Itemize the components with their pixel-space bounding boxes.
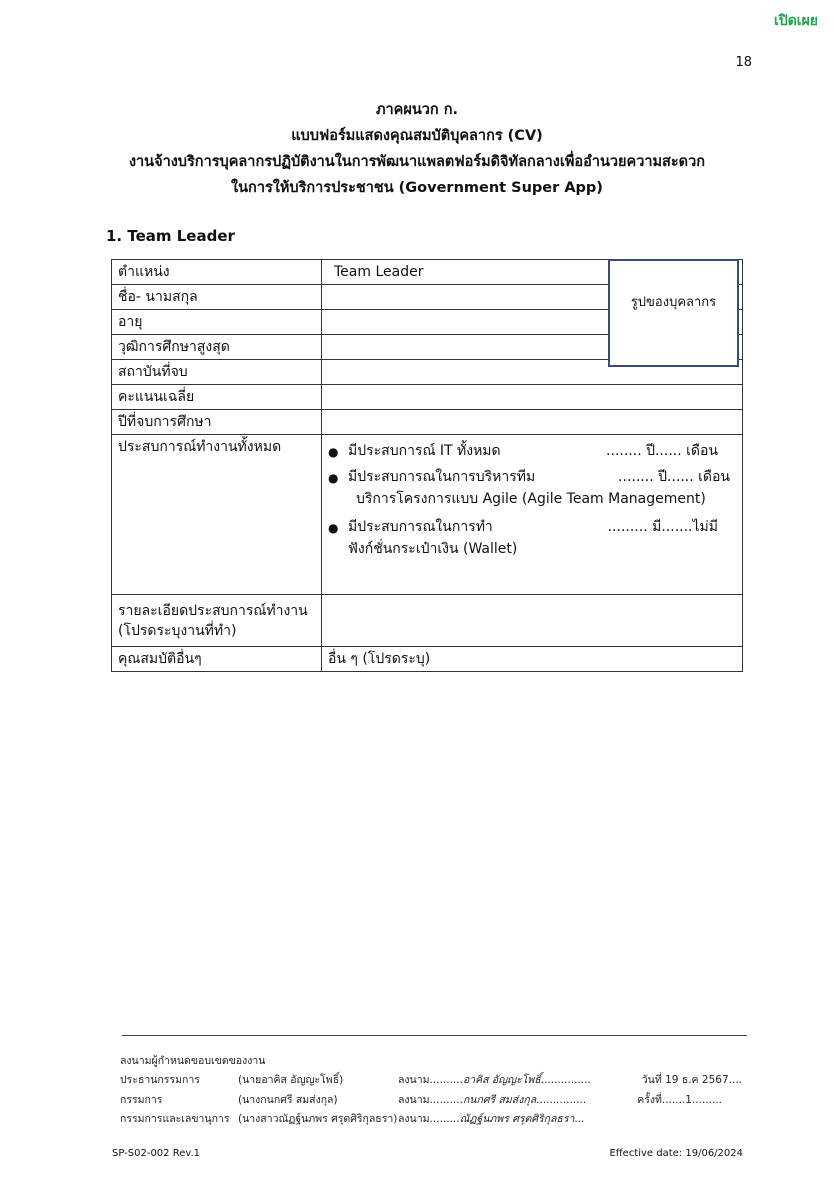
field-value bbox=[322, 410, 743, 435]
bullet-icon: ● bbox=[328, 471, 339, 485]
signature-date: วันที่ 19 ธ.ค 2567.... bbox=[641, 1074, 742, 1086]
table-row bbox=[112, 410, 743, 435]
experience-continuation: บริการโครงการแบบ Agile (Agile Team Management) bbox=[356, 491, 706, 507]
field-label: ประสบการณ์ทำงานทั้งหมด bbox=[112, 435, 322, 595]
sign-suffix: ... bbox=[574, 1113, 585, 1125]
experience-text: มีประสบการณในการทำ bbox=[348, 519, 493, 535]
sign-suffix: ............... bbox=[536, 1094, 587, 1106]
sign-suffix: ............... bbox=[540, 1074, 591, 1086]
page-number: 18 bbox=[735, 55, 752, 70]
sign-prefix: ลงนาม......... bbox=[398, 1113, 460, 1125]
signature-divider bbox=[122, 1035, 747, 1036]
signature-count: ครั้งที่.......1......... bbox=[637, 1094, 722, 1106]
field-label: คุณสมบัติอื่นๆ bbox=[112, 647, 322, 672]
effective-date: Effective date: 19/06/2024 bbox=[609, 1148, 743, 1159]
field-value: Team Leader bbox=[322, 260, 743, 285]
signature-line bbox=[398, 1071, 591, 1088]
field-label: สถาบันที่จบ bbox=[112, 360, 322, 385]
signature-role: กรรมการและเลขานุการ bbox=[120, 1113, 230, 1125]
sign-prefix: ลงนาม.......... bbox=[398, 1074, 463, 1086]
title-line-4: ในการให้บริการประชาชน (Government Super App) bbox=[231, 180, 603, 196]
signature-name: (นางสาวณัฏฐ์นภพร ศรุตศิริกุลธรา) bbox=[238, 1113, 398, 1125]
experience-availability: ......... มี.......ไม่มี bbox=[607, 519, 718, 535]
sign-prefix: ลงนาม.......... bbox=[398, 1094, 463, 1106]
table-row bbox=[112, 595, 743, 647]
field-label: รายละเอียดประสบการณ์ทำงาน (โปรดระบุงานที่ทำ) bbox=[112, 595, 322, 647]
experience-continuation: ฟังก์ชั่นกระเป๋าเงิน (Wallet) bbox=[348, 541, 518, 557]
field-value: อื่น ๆ (โปรดระบุ) bbox=[322, 647, 743, 672]
field-label: วุฒิการศึกษาสูงสุด bbox=[112, 335, 322, 360]
table-row bbox=[112, 647, 743, 672]
experience-text: มีประสบการณ์ IT ทั้งหมด bbox=[348, 443, 501, 459]
signature-heading: ลงนามผู้กำหนดขอบเขตของงาน bbox=[120, 1055, 266, 1067]
field-label: อายุ bbox=[112, 310, 322, 335]
field-value bbox=[322, 595, 743, 647]
signature-name: (นายอาคิส อัญญะโพธิ์) bbox=[238, 1074, 344, 1086]
section-heading: 1. Team Leader bbox=[106, 227, 235, 245]
experience-duration: ........ ปี...... เดือน bbox=[606, 443, 718, 459]
bullet-icon: ● bbox=[328, 445, 339, 459]
experience-duration: ........ ปี...... เดือน bbox=[618, 469, 730, 485]
experience-list bbox=[322, 435, 743, 595]
signature-line bbox=[398, 1091, 586, 1108]
experience-item bbox=[328, 467, 736, 489]
field-label: ปีที่จบการศึกษา bbox=[112, 410, 322, 435]
title-line-3: งานจ้างบริการบุคลากรปฏิบัติงานในการพัฒนาแพลตฟอร์มดิจิทัลกลางเพื่ออำนวยความสะดวก bbox=[128, 154, 706, 170]
field-label: ตำแหน่ง bbox=[112, 260, 322, 285]
document-code: SP-S02-002 Rev.1 bbox=[112, 1148, 201, 1159]
signature-name: (นางกนกศรี สมส่งกุล) bbox=[238, 1094, 338, 1106]
sign-name: อาคิส อัญญะโพธิ์ bbox=[462, 1074, 541, 1086]
signature-line bbox=[398, 1110, 584, 1127]
bullet-icon: ● bbox=[328, 521, 339, 535]
signature-role: กรรมการ bbox=[120, 1094, 163, 1106]
classification-label: เปิดเผย bbox=[774, 13, 818, 29]
experience-text: มีประสบการณในการบริหารทีม bbox=[348, 469, 536, 485]
field-value bbox=[322, 385, 743, 410]
table-row bbox=[112, 435, 743, 595]
photo-placeholder bbox=[608, 259, 739, 367]
table-row bbox=[112, 385, 743, 410]
title-line-1: ภาคผนวก ก. bbox=[375, 102, 459, 118]
photo-label: รูปของบุคลากร bbox=[630, 295, 717, 310]
experience-item bbox=[328, 441, 736, 463]
sign-name: ณัฏฐ์นภพร ศรุตศิริกุลธรา bbox=[459, 1113, 575, 1125]
sign-name: กนกศรี สมส่งกุล bbox=[462, 1094, 537, 1106]
title-line-2: แบบฟอร์มแสดงคุณสมบัติบุคลากร (CV) bbox=[291, 128, 543, 144]
experience-item bbox=[328, 517, 736, 539]
signature-role: ประธานกรรมการ bbox=[120, 1074, 200, 1086]
field-label: ชื่อ- นามสกุล bbox=[112, 285, 322, 310]
field-label: คะแนนเฉลี่ย bbox=[112, 385, 322, 410]
